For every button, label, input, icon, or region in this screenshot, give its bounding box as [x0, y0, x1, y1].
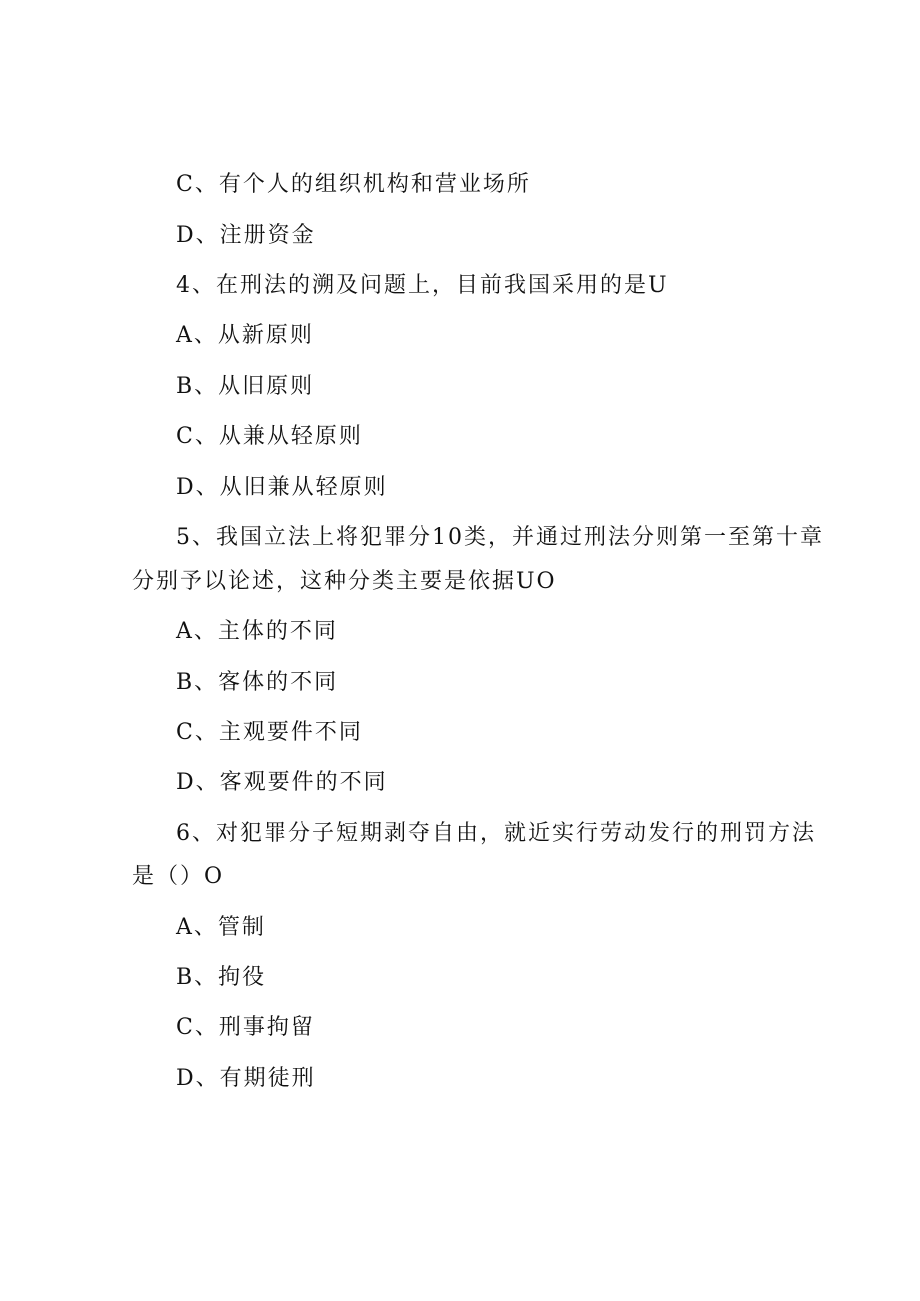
question-6-line-2: 是（）O	[132, 864, 225, 889]
option-d-q4: D、从旧兼从轻原则	[176, 475, 388, 500]
question-6-line-1: 6、对犯罪分子短期剥夺自由，就近实行劳动发行的刑罚方法	[176, 821, 816, 846]
option-b-q5: B、客体的不同	[176, 670, 339, 695]
question-4: 4、在刑法的溯及问题上，目前我国采用的是U	[176, 273, 669, 298]
option-c-q6: C、刑事拘留	[176, 1015, 315, 1040]
option-b-q6: B、拘役	[176, 965, 267, 990]
option-c-q4: C、从兼从轻原则	[176, 424, 363, 449]
option-d-q5: D、客观要件的不同	[176, 770, 388, 795]
option-a-q4: A、从新原则	[176, 323, 314, 348]
question-5-line-1: 5、我国立法上将犯罪分10类，并通过刑法分则第一至第十章	[176, 525, 824, 550]
option-c-q5: C、主观要件不同	[176, 720, 363, 745]
option-c-q3: C、有个人的组织机构和营业场所	[176, 172, 531, 197]
option-a-q6: A、管制	[176, 915, 266, 940]
option-a-q5: A、主体的不同	[176, 619, 338, 644]
option-b-q4: B、从旧原则	[176, 374, 315, 399]
option-d-q3: D、注册资金	[176, 223, 316, 248]
option-d-q6: D、有期徒刑	[176, 1066, 316, 1091]
question-5-line-2: 分别予以论述，这种分类主要是依据UO	[132, 569, 557, 594]
